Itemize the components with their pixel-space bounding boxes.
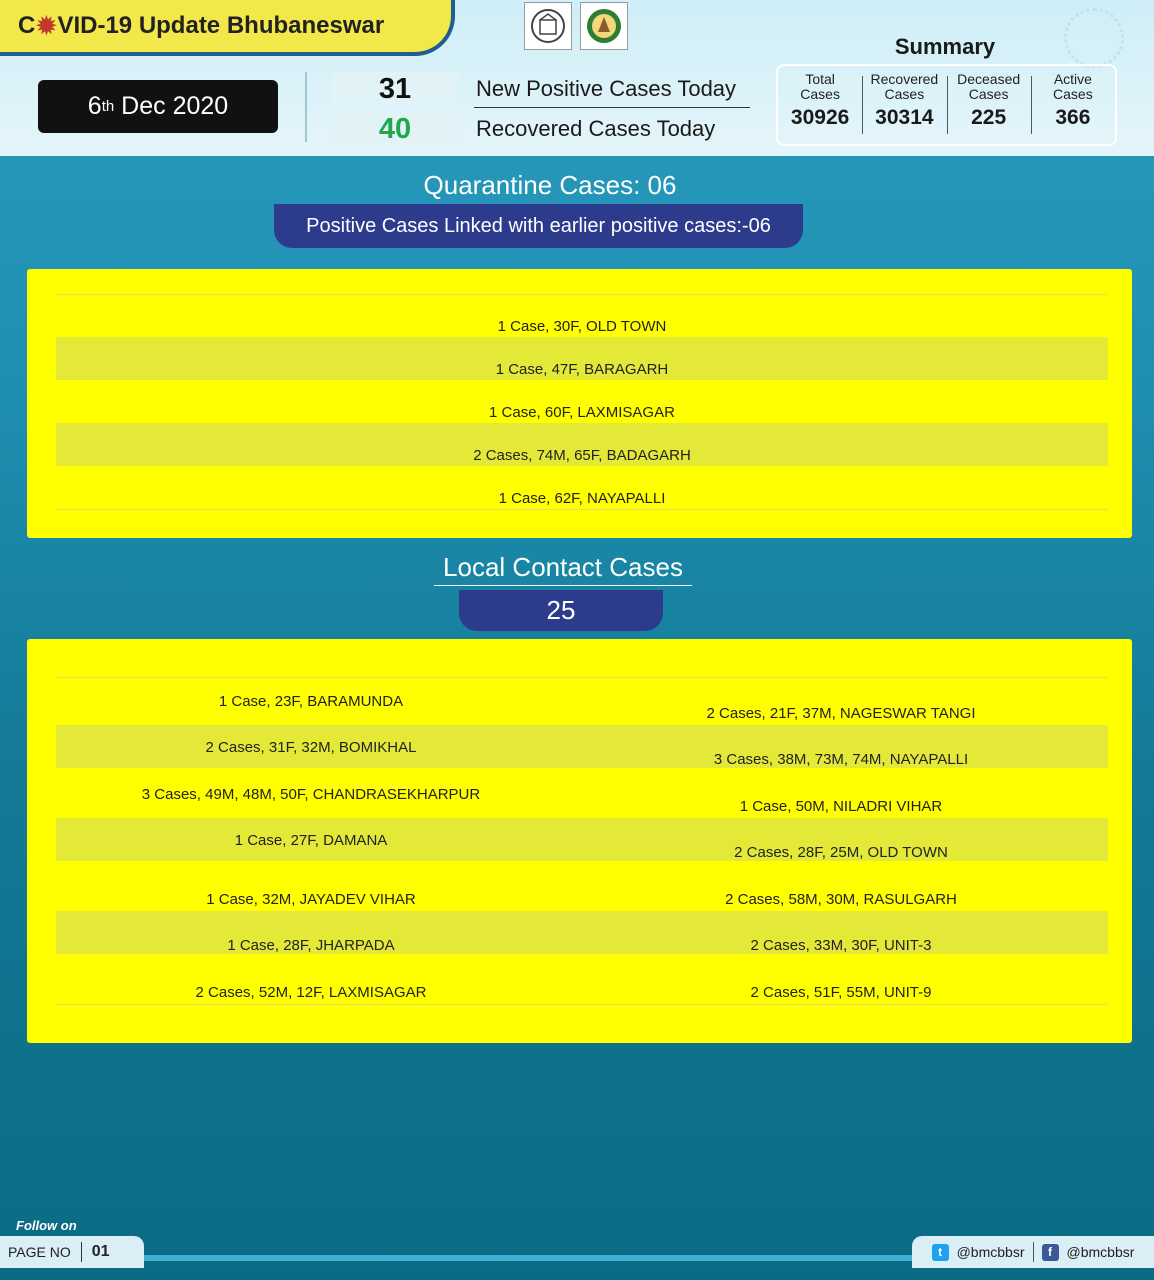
summary-deceased bbox=[947, 66, 1031, 144]
divider bbox=[474, 107, 750, 108]
case-cell-right: 2 Cases, 58M, 30M, RASULGARH bbox=[725, 891, 957, 908]
summary-label: Total bbox=[805, 71, 835, 87]
quarantine-panel bbox=[27, 269, 1132, 538]
divider bbox=[1033, 1242, 1034, 1262]
divider bbox=[305, 72, 307, 142]
summary-title: Summary bbox=[894, 34, 996, 59]
summary-recovered bbox=[862, 66, 946, 144]
table-row bbox=[56, 865, 1108, 908]
divider bbox=[81, 1242, 82, 1262]
summary-label: Cases bbox=[884, 86, 925, 102]
summary-box bbox=[776, 64, 1117, 146]
summary-label: Active bbox=[1053, 71, 1092, 87]
title-rest: VID-19 Update Bhubaneswar bbox=[57, 12, 385, 39]
date-day: 6 bbox=[87, 92, 102, 120]
new-positive-label: New Positive Cases Today bbox=[476, 76, 737, 101]
case-cell-right: 3 Cases, 38M, 73M, 74M, NAYAPALLI bbox=[713, 751, 969, 768]
summary-label: Cases bbox=[1053, 86, 1093, 102]
summary-value: 30314 bbox=[875, 106, 934, 129]
case-cell-right: 2 Cases, 51F, 55M, UNIT-9 bbox=[750, 984, 932, 1001]
virus-icon: ✹ bbox=[36, 12, 57, 40]
recovered-count: 40 bbox=[332, 112, 458, 146]
twitter-icon[interactable]: t bbox=[932, 1244, 949, 1261]
page-number-box bbox=[0, 1236, 144, 1268]
table-row bbox=[56, 818, 1108, 861]
page-label: PAGE NO bbox=[8, 1244, 71, 1260]
local-contact-title: Local Contact Cases bbox=[434, 552, 692, 586]
table-row bbox=[56, 957, 1108, 1000]
list-item: 1 Case, 60F, LAXMISAGAR bbox=[489, 404, 675, 421]
divider bbox=[56, 509, 1108, 510]
recovered-label: Recovered Cases Today bbox=[476, 116, 716, 141]
follow-label: Follow on bbox=[16, 1218, 77, 1233]
case-cell-right: 2 Cases, 21F, 37M, NAGESWAR TANGI bbox=[706, 705, 976, 722]
case-cell-left: 1 Case, 27F, DAMANA bbox=[234, 832, 388, 849]
title-prefix: C bbox=[18, 12, 36, 39]
header-band bbox=[0, 0, 1154, 156]
report-date bbox=[38, 80, 278, 133]
case-cell-left: 1 Case, 28F, JHARPADA bbox=[227, 937, 395, 954]
quarantine-title: Quarantine Cases: 06 bbox=[423, 170, 677, 200]
list-item: 1 Case, 62F, NAYAPALLI bbox=[498, 490, 666, 507]
summary-value: 366 bbox=[1055, 106, 1091, 129]
facebook-icon[interactable]: f bbox=[1042, 1244, 1059, 1261]
social-links bbox=[912, 1236, 1154, 1268]
page-title bbox=[0, 0, 455, 56]
list-item: 1 Case, 30F, OLD TOWN bbox=[497, 318, 667, 335]
divider bbox=[56, 677, 1108, 678]
case-cell-left: 2 Cases, 31F, 32M, BOMIKHAL bbox=[205, 739, 417, 756]
table-row bbox=[56, 911, 1108, 954]
twitter-handle[interactable]: @bmcbbsr bbox=[956, 1244, 1025, 1260]
divider bbox=[56, 1004, 1108, 1005]
list-item: 2 Cases, 74M, 65F, BADAGARH bbox=[56, 423, 1108, 466]
table-row bbox=[56, 679, 1108, 722]
table-row bbox=[56, 725, 1108, 768]
summary-label: Cases bbox=[800, 86, 840, 102]
facebook-handle[interactable]: @bmcbbsr bbox=[1066, 1244, 1135, 1260]
page-number: 01 bbox=[91, 1243, 110, 1260]
virus-decoration-icon bbox=[1064, 8, 1124, 68]
quarantine-subtitle: Positive Cases Linked with earlier positive cases:-06 bbox=[274, 204, 803, 248]
new-positive-count: 31 bbox=[332, 72, 458, 106]
bmc-logo-icon bbox=[580, 2, 628, 50]
date-suffix: th bbox=[101, 98, 115, 115]
table-row bbox=[56, 771, 1108, 814]
case-cell-left: 2 Cases, 52M, 12F, LAXMISAGAR bbox=[195, 984, 427, 1001]
local-contact-count: 25 bbox=[459, 590, 663, 631]
case-cell-right: 1 Case, 50M, NILADRI VIHAR bbox=[739, 798, 943, 815]
summary-active bbox=[1031, 66, 1115, 144]
summary-total bbox=[778, 66, 862, 144]
local-contact-panel bbox=[27, 639, 1132, 1043]
footer-strip bbox=[144, 1255, 914, 1261]
case-cell-left: 1 Case, 32M, JAYADEV VIHAR bbox=[206, 891, 416, 908]
case-cell-right: 2 Cases, 28F, 25M, OLD TOWN bbox=[734, 844, 948, 861]
case-cell-right: 2 Cases, 33M, 30F, UNIT-3 bbox=[750, 937, 932, 954]
case-cell-left: 1 Case, 23F, BARAMUNDA bbox=[218, 693, 404, 710]
summary-value: 30926 bbox=[790, 106, 850, 129]
list-item: 1 Case, 47F, BARAGARH bbox=[56, 337, 1108, 380]
date-rest: Dec 2020 bbox=[114, 92, 229, 120]
summary-label: Recovered bbox=[870, 71, 939, 87]
summary-label: Cases bbox=[968, 86, 1009, 102]
summary-value: 225 bbox=[971, 106, 1007, 129]
case-cell-left: 3 Cases, 49M, 48M, 50F, CHANDRASEKHARPUR bbox=[141, 786, 481, 803]
odisha-emblem-icon bbox=[524, 2, 572, 50]
summary-label: Deceased bbox=[957, 71, 1021, 87]
